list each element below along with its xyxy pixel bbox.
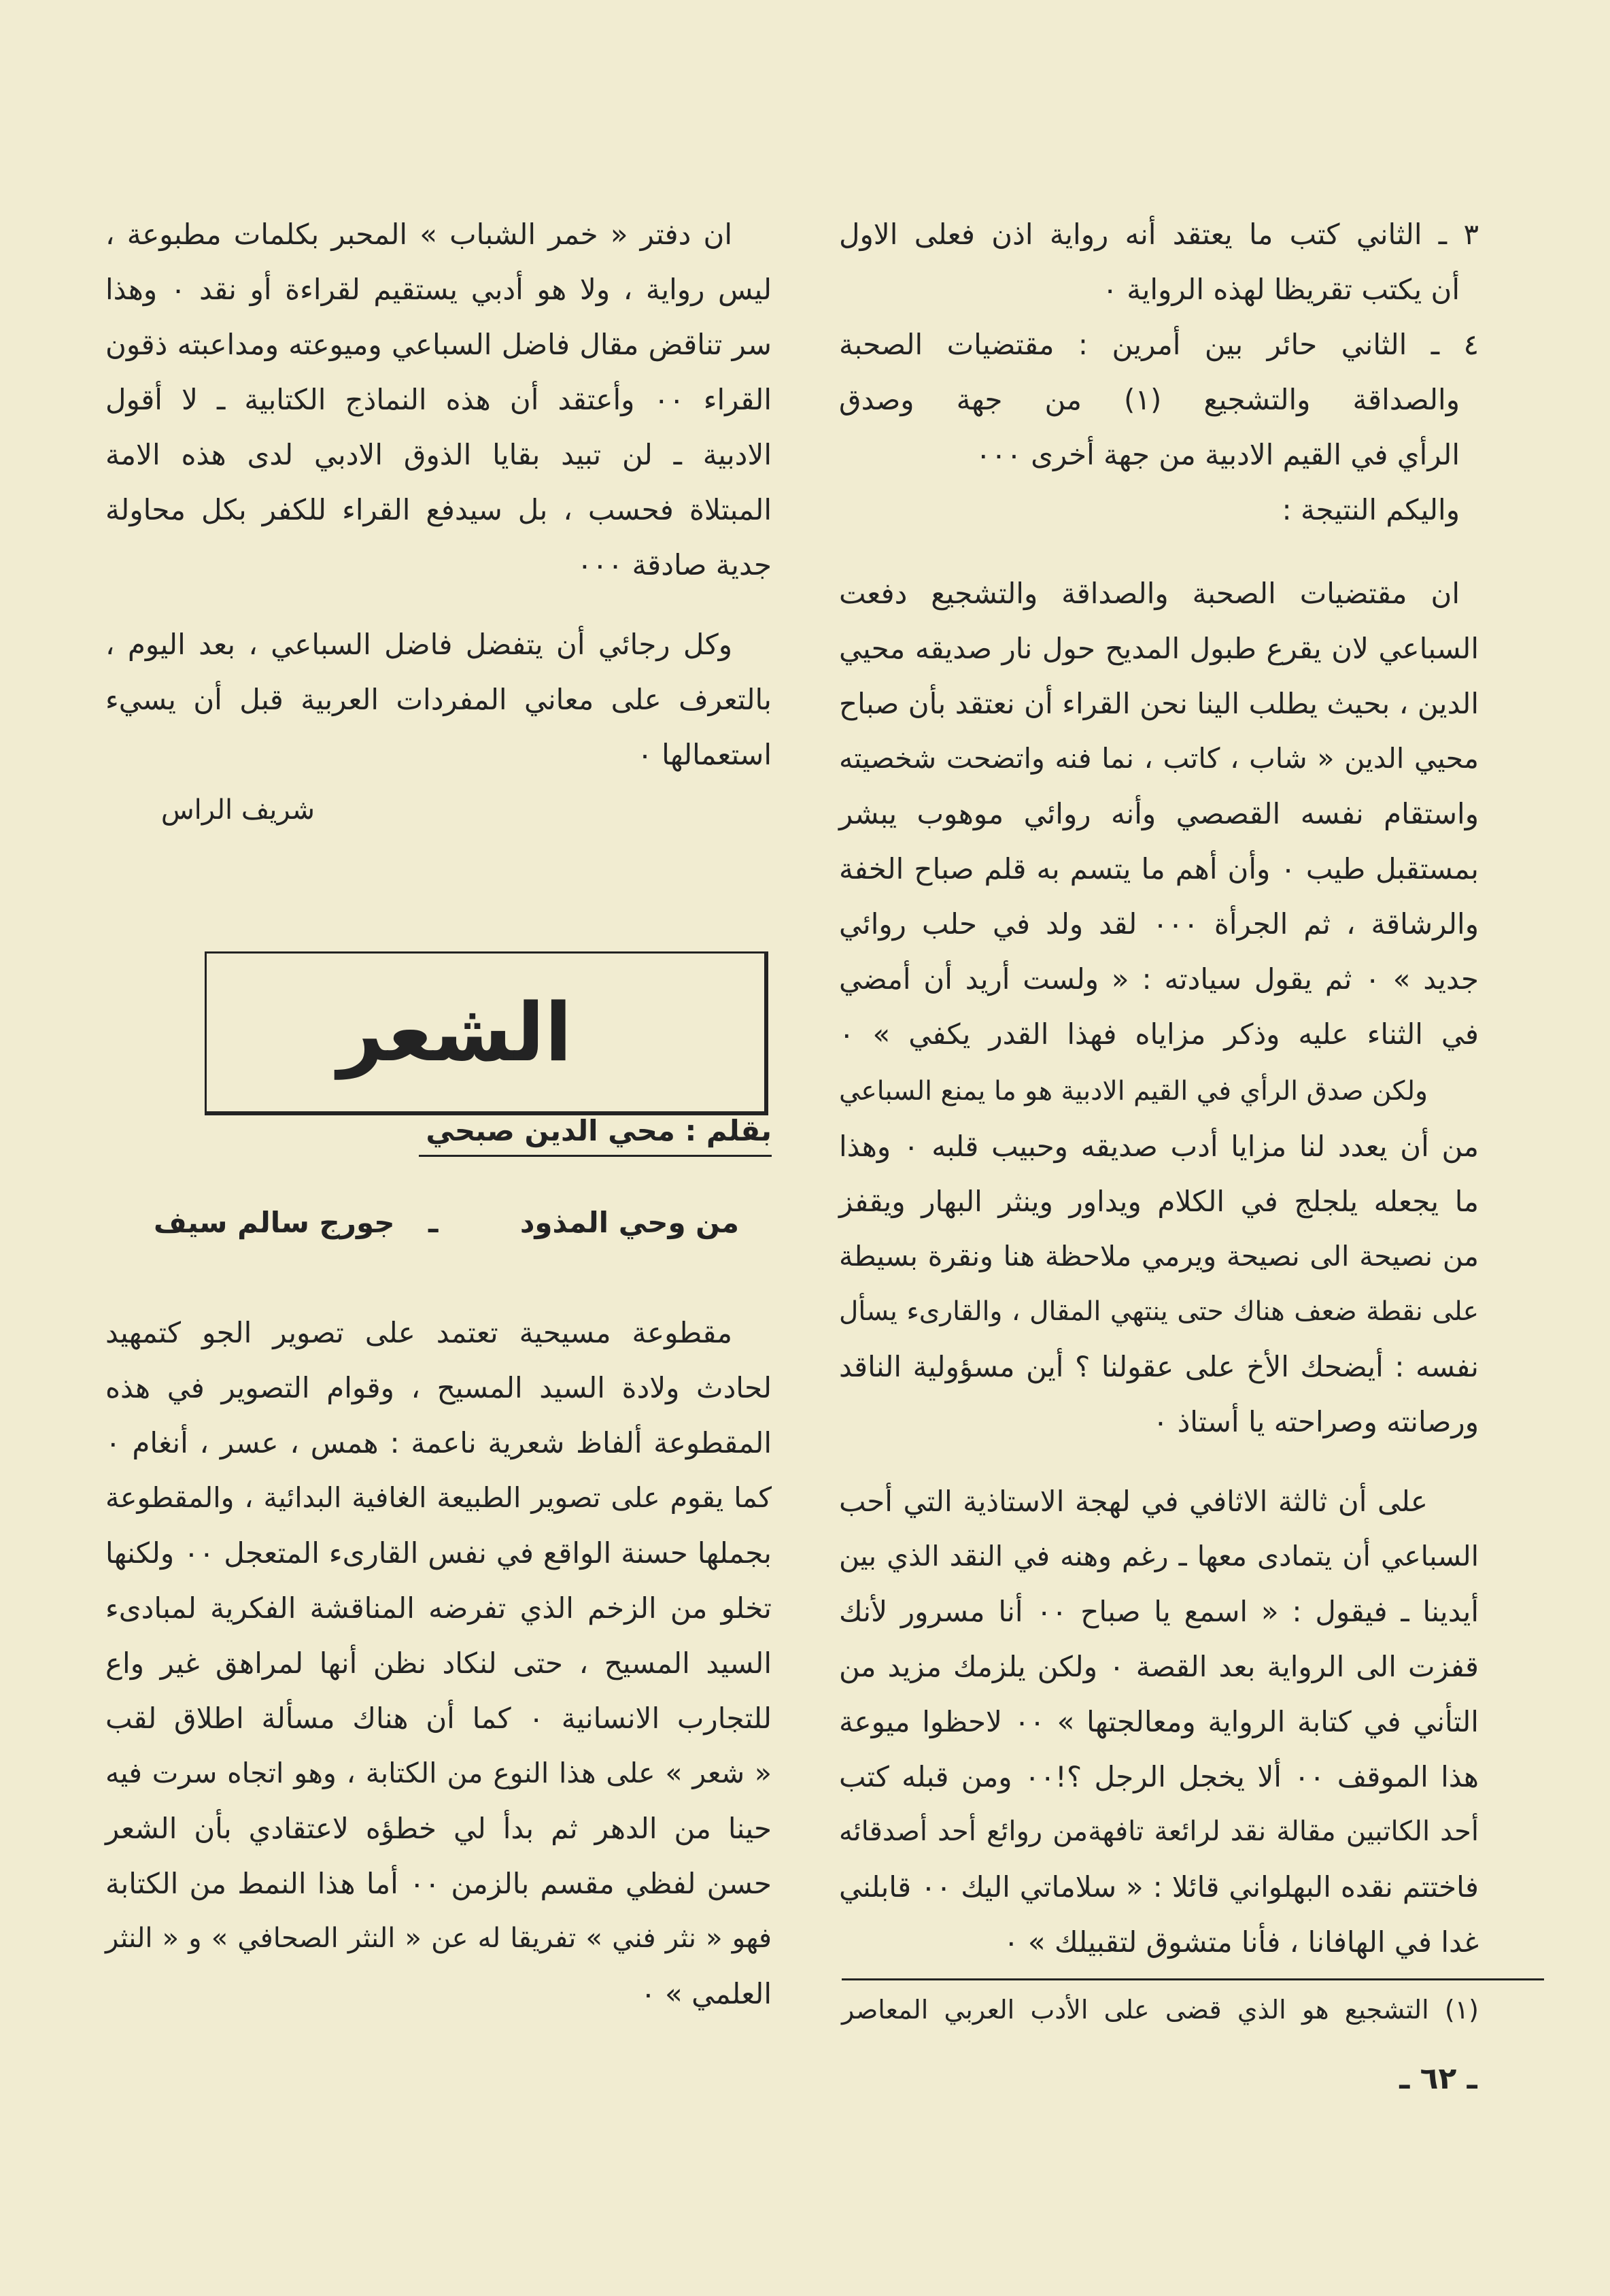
text-line: السباعي لان يقرع طبول المديح حول نار صديقه محيي [839, 632, 1479, 665]
text-line: ان دفتر « خمر الشباب » المحبر بكلمات مطبوعة ، [105, 218, 732, 251]
text-line: من أن يعدد لنا مزايا أدب صديقه وحبيب قلبه ٠ وهذا [839, 1130, 1479, 1163]
footnote-divider [842, 1978, 1544, 1980]
text-line: حسن لفظي مقسم بالزمن ٠٠ أما هذا النمط من الكتابة [105, 1867, 772, 1900]
text-line: نفسه : أيضحك الأخ على عقولنا ؟ أين مسؤولية الناقد [839, 1350, 1479, 1383]
poem-title: من وحي المذود [519, 1206, 739, 1239]
text-line: أن يكتب تقريظا لهذه الرواية ٠ [1102, 273, 1460, 306]
text-line: ٣ ـ الثاني كتب ما يعتقد أنه رواية اذن فعلى الاول [839, 218, 1479, 251]
text-line: وكل رجائي أن يتفضل فاضل السباعي ، بعد اليوم ، [105, 628, 732, 661]
page-number: ـ ٦٢ ـ [1399, 2061, 1477, 2096]
right-column-paragraph-1 [839, 566, 1479, 1062]
footnote: (١) التشجيع هو الذي قضى على الأدب العربي المعاصر [842, 1995, 1479, 2025]
text-line: واليكم النتيجة : [1282, 493, 1460, 526]
text-line: كما يقوم على تصوير الطبيعة الغافية البدائية ، والمقطوعة [105, 1481, 772, 1514]
text-line: والصداقة والتشجيع (١) من جهة وصدق [839, 383, 1460, 416]
text-line: ما يجعله يلجلج في الكلام ويداور وينثر البهار ويقفز [839, 1185, 1479, 1218]
text-line: للتجارب الانسانية ٠ كما أن هناك مسألة اطلاق لقب [105, 1702, 772, 1735]
text-line: فاختتم نقده البهلواني قائلا : « سلاماتي اليك ٠٠ قابلني [839, 1870, 1479, 1904]
text-line: هذا الموقف ٠٠ ألا يخجل الرجل ؟!٠٠ ومن قبله كتب [839, 1760, 1479, 1793]
text-line: من نصيحة الى نصيحة ويرمي ملاحظة هنا ونقرة بسيطة [839, 1240, 1479, 1272]
right-column-paragraph-2 [839, 1064, 1479, 1449]
text-line: واستقام نفسه القصصي وأنه روائي موهوب يبشر [839, 797, 1479, 830]
text-line: على أن ثالثة الاثافي في لهجة الاستاذية التي أحب [839, 1485, 1428, 1518]
left-column-paragraph-3 [105, 1305, 772, 2021]
text-line: لحادث ولادة السيد المسيح ، وقوام التصوير في هذه [105, 1371, 772, 1404]
author-signature: شريف الراس [160, 794, 315, 826]
text-line: ورصانته وصراحته يا أستاذ ٠ [1152, 1405, 1479, 1438]
text-line: الرأي في القيم الادبية من جهة أخرى ٠٠٠ [976, 438, 1460, 471]
text-line: السباعي أن يتمادى معها ـ رغم وهنه في النقد الذي بين [839, 1540, 1479, 1572]
text-line: مقطوعة مسيحية تعتمد على تصوير الجو كتمهيد [105, 1316, 732, 1349]
text-line: على نقطة ضعف هناك حتى ينتهي المقال ، والقارىء يسأل [839, 1296, 1479, 1327]
right-column-list [839, 207, 1479, 537]
text-line: التأني في كتابة الرواية ومعالجتها » ٠٠ لاحظوا ميوعة [839, 1705, 1479, 1738]
text-line: ٤ ـ الثاني حائر بين أمرين : مقتضيات الصحبة [839, 328, 1479, 361]
text-line: « شعر » على هذا النوع من الكتابة ، وهو اتجاه سرت فيه [105, 1757, 772, 1789]
text-line: المقطوعة ألفاظ شعرية ناعمة : همس ، عسر ، أنغام ٠ [105, 1426, 772, 1459]
text-line: جدية صادقة ٠٠٠ [577, 548, 772, 581]
right-column-paragraph-3 [839, 1474, 1479, 1970]
text-line: السيد المسيح ، حتى لنكاد نظن أنها لمراهق غير واع [105, 1647, 772, 1680]
text-line: القراء ٠٠ وأعتقد أن هذه النماذج الكتابية ـ لا أقول [105, 383, 772, 416]
text-line: ليس رواية ، ولا هو أدبي يستقيم لقراءة أو نقد ٠ وهذا [105, 273, 772, 306]
left-column-paragraph-1 [105, 207, 772, 592]
text-line: قفزت الى الرواية بعد القصة ٠ ولكن يلزمك مزيد من [839, 1650, 1479, 1683]
text-line: الادبية ـ لن تبيد بقايا الذوق الادبي لدى هذه الامة [105, 438, 772, 471]
text-line: بالتعرف على معاني المفردات العربية قبل أن يسيء [105, 683, 772, 716]
text-line: جديد » ٠ ثم يقول سيادته : « ولست أريد أن أمضي [839, 962, 1479, 996]
text-line: بمستقبل طيب ٠ وأن أهم ما يتسم به قلم صباح الخفة [839, 852, 1479, 885]
text-line: أحد الكاتبين مقالة نقد لرائعة تافهةمن روائع أحد أصدقائه [839, 1816, 1479, 1847]
poem-separator: ـ [428, 1206, 439, 1239]
text-line: أيدينا ـ فيقول : « اسمع يا صباح ٠٠ أنا مسرور لأنك [839, 1595, 1479, 1628]
text-line: تخلو من الزخم الذي تفرضه المناقشة الفكرية لمبادىء [105, 1591, 772, 1625]
section-title-box [205, 951, 768, 1115]
text-line: حينا من الدهر ثم بدأ لي خطؤه لاعتقادي بأن الشعر [105, 1812, 772, 1845]
text-line: ولكن صدق الرأي في القيم الادبية هو ما يمنع السباعي [839, 1076, 1428, 1107]
text-line: العلمي » ٠ [640, 1977, 772, 2010]
poem-author: جورج سالم سيف [154, 1206, 395, 1239]
text-line: بجملها حسنة الواقع في نفس القارىء المتعجل ٠٠ ولكنها [105, 1536, 772, 1570]
text-line: المبتلاة فحسب ، بل سيدفع القراء للكفر بكل محاولة [105, 493, 772, 526]
section-title: الشعر [337, 985, 572, 1079]
text-line: محيي الدين « شاب ، كاتب ، نما فنه واتضحت شخصيته [839, 742, 1479, 775]
text-line: استعمالها ٠ [637, 738, 772, 771]
text-line: الدين ، بحيث يطلب الينا نحن القراء أن نعتقد بأن صباح [839, 687, 1479, 720]
left-column-paragraph-2 [105, 617, 772, 782]
text-line: فهو « نثر فني » تفريقا له عن « النثر الصحافي » و « النثر [105, 1923, 772, 1954]
text-line: ان مقتضيات الصحبة والصداقة والتشجيع دفعت [839, 577, 1460, 610]
text-line: غدا في الهافانا ، فأنا متشوق لتقبيلك » ٠ [1003, 1925, 1479, 1959]
byline: بقلم : محي الدين صبحي [419, 1109, 772, 1157]
text-line: سر تناقض مقال فاضل السباعي وميوعته ومداعبته ذقون [105, 328, 772, 361]
text-line: والرشاقة ، ثم الجرأة ٠٠٠ لقد ولد في حلب روائي [839, 907, 1479, 941]
text-line: في الثناء عليه وذكر مزاياه فهذا القدر يكفي » ٠ [839, 1017, 1479, 1051]
